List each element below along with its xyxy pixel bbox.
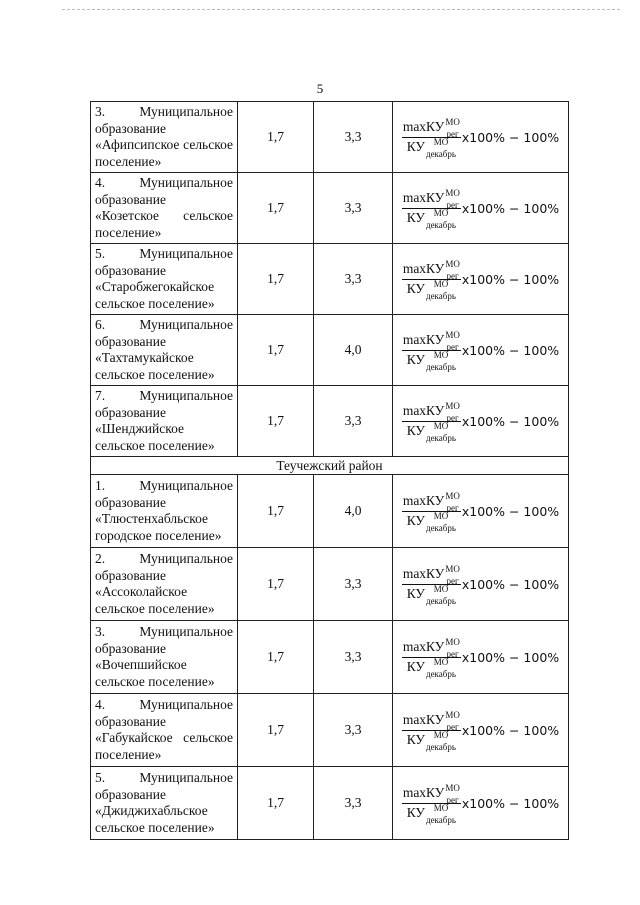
formula-cell — [393, 621, 569, 694]
denominator-subscript: декабрь — [425, 361, 456, 372]
formula-cell — [393, 548, 569, 621]
table-row — [91, 548, 569, 621]
growth-formula — [402, 710, 560, 752]
table-row — [91, 621, 569, 694]
denominator — [406, 656, 456, 679]
value-col3: 3,3 — [314, 694, 393, 767]
municipality-name: 7. Муниципальное образование «Шенджийское сельское поселение» — [91, 386, 238, 457]
denominator-indices — [425, 349, 456, 372]
denominator-main: КУ — [406, 139, 425, 154]
formula-tail: х100% − 100% — [461, 796, 560, 811]
numerator — [402, 493, 461, 512]
table-row — [91, 386, 569, 457]
numerator-subscript: рег — [446, 129, 459, 139]
numerator-superscript: МО — [445, 188, 460, 198]
numerator-superscript: МО — [445, 637, 460, 647]
numerator-main: maxКУ — [402, 493, 445, 509]
formula-cell — [393, 102, 569, 173]
denominator-subscript: декабрь — [425, 219, 456, 230]
numerator — [402, 190, 461, 209]
denominator-indices — [425, 656, 456, 679]
municipality-name: 1. Муниципальное образование «Тлюстенхабльское городское поселение» — [91, 475, 238, 548]
formula-cell — [393, 173, 569, 244]
denominator — [406, 802, 456, 825]
numerator-indices — [445, 188, 460, 210]
denominator-superscript: МО — [433, 583, 449, 594]
fraction — [402, 401, 461, 443]
value-col3: 3,3 — [314, 621, 393, 694]
district-header-row — [91, 457, 569, 475]
denominator-main: КУ — [406, 732, 425, 747]
numerator-subscript: рег — [446, 342, 459, 352]
value-col2: 1,7 — [238, 386, 314, 457]
growth-formula — [402, 401, 560, 443]
numerator-superscript: МО — [445, 330, 460, 340]
numerator-indices — [445, 117, 460, 139]
table-row — [91, 475, 569, 548]
denominator-superscript: МО — [433, 349, 449, 360]
denominator-indices — [425, 207, 456, 230]
numerator-superscript: МО — [445, 117, 460, 127]
fraction — [402, 117, 461, 159]
value-col3: 4,0 — [314, 475, 393, 548]
numerator-subscript: рег — [446, 795, 459, 805]
formula-cell — [393, 244, 569, 315]
numerator-superscript: МО — [445, 564, 460, 574]
growth-formula — [402, 491, 560, 533]
formula-tail: х100% − 100% — [461, 577, 560, 592]
numerator-main: maxКУ — [402, 403, 445, 419]
value-col2: 1,7 — [238, 621, 314, 694]
growth-formula — [402, 564, 560, 606]
value-col2: 1,7 — [238, 767, 314, 840]
numerator-indices — [445, 783, 460, 805]
fraction — [402, 564, 461, 606]
denominator-main: КУ — [406, 805, 425, 820]
denominator-superscript: МО — [433, 510, 449, 521]
denominator-subscript: декабрь — [425, 148, 456, 159]
value-col2: 1,7 — [238, 475, 314, 548]
denominator-indices — [425, 136, 456, 159]
growth-formula — [402, 637, 560, 679]
municipality-name: 3. Муниципальное образование «Афипсипское сельское поселение» — [91, 102, 238, 173]
denominator-main: КУ — [406, 210, 425, 225]
value-col2: 1,7 — [238, 548, 314, 621]
denominator-subscript: декабрь — [425, 522, 456, 533]
denominator-superscript: МО — [433, 278, 449, 289]
growth-formula — [402, 259, 560, 301]
formula-tail: х100% − 100% — [461, 414, 560, 429]
denominator-indices — [425, 510, 456, 533]
denominator-subscript: декабрь — [425, 290, 456, 301]
fraction — [402, 637, 461, 679]
numerator-superscript: МО — [445, 401, 460, 411]
numerator-main: maxКУ — [402, 261, 445, 277]
numerator-indices — [445, 330, 460, 352]
denominator-main: КУ — [406, 513, 425, 528]
denominator-main: КУ — [406, 281, 425, 296]
table-row — [91, 694, 569, 767]
denominator — [406, 729, 456, 752]
scan-top-edge — [62, 9, 620, 10]
numerator — [402, 119, 461, 138]
table-row — [91, 315, 569, 386]
numerator — [402, 785, 461, 804]
numerator-superscript: МО — [445, 259, 460, 269]
municipality-name: 5. Муниципальное образование «Джиджихабльское сельское поселение» — [91, 767, 238, 840]
numerator — [402, 712, 461, 731]
denominator-superscript: МО — [433, 802, 449, 813]
denominator-main: КУ — [406, 352, 425, 367]
denominator-main: КУ — [406, 423, 425, 438]
denominator-main: КУ — [406, 659, 425, 674]
fraction — [402, 491, 461, 533]
numerator-main: maxКУ — [402, 785, 445, 801]
value-col3: 3,3 — [314, 244, 393, 315]
formula-tail: х100% − 100% — [461, 650, 560, 665]
formula-cell — [393, 475, 569, 548]
municipality-name: 5. Муниципальное образование «Старобжегокайское сельское поселение» — [91, 244, 238, 315]
numerator-superscript: МО — [445, 783, 460, 793]
numerator-main: maxКУ — [402, 190, 445, 206]
denominator — [406, 420, 456, 443]
fraction — [402, 259, 461, 301]
numerator-indices — [445, 259, 460, 281]
denominator-subscript: декабрь — [425, 814, 456, 825]
fraction — [402, 710, 461, 752]
denominator — [406, 207, 456, 230]
table-row — [91, 173, 569, 244]
formula-tail: х100% − 100% — [461, 723, 560, 738]
numerator-main: maxКУ — [402, 566, 445, 582]
numerator-subscript: рег — [446, 576, 459, 586]
denominator-main: КУ — [406, 586, 425, 601]
numerator-subscript: рег — [446, 503, 459, 513]
denominator-subscript: декабрь — [425, 595, 456, 606]
value-col2: 1,7 — [238, 315, 314, 386]
denominator — [406, 583, 456, 606]
fraction — [402, 188, 461, 230]
numerator-main: maxКУ — [402, 332, 445, 348]
formula-tail: х100% − 100% — [461, 201, 560, 216]
denominator — [406, 349, 456, 372]
numerator — [402, 332, 461, 351]
fraction — [402, 330, 461, 372]
numerator-subscript: рег — [446, 649, 459, 659]
numerator-subscript: рег — [446, 722, 459, 732]
numerator-main: maxКУ — [402, 119, 445, 135]
numerator — [402, 403, 461, 422]
formula-cell — [393, 694, 569, 767]
municipality-name: 2. Муниципальное образование «Ассоколайское сельское поселение» — [91, 548, 238, 621]
value-col3: 3,3 — [314, 173, 393, 244]
numerator-superscript: МО — [445, 491, 460, 501]
municipality-name: 4. Муниципальное образование «Габукайское сельское поселение» — [91, 694, 238, 767]
numerator-indices — [445, 637, 460, 659]
numerator-indices — [445, 564, 460, 586]
fraction — [402, 783, 461, 825]
denominator-indices — [425, 583, 456, 606]
table-row — [91, 767, 569, 840]
value-col2: 1,7 — [238, 102, 314, 173]
numerator — [402, 639, 461, 658]
denominator-subscript: декабрь — [425, 432, 456, 443]
value-col2: 1,7 — [238, 173, 314, 244]
value-col3: 3,3 — [314, 102, 393, 173]
denominator — [406, 278, 456, 301]
denominator-superscript: МО — [433, 207, 449, 218]
formula-tail: х100% − 100% — [461, 343, 560, 358]
table-row — [91, 102, 569, 173]
denominator — [406, 136, 456, 159]
formula-cell — [393, 767, 569, 840]
table-row — [91, 244, 569, 315]
denominator-indices — [425, 420, 456, 443]
numerator-indices — [445, 491, 460, 513]
page-number: 5 — [316, 81, 324, 96]
value-col3: 3,3 — [314, 548, 393, 621]
denominator-superscript: МО — [433, 729, 449, 740]
denominator-superscript: МО — [433, 656, 449, 667]
numerator-subscript: рег — [446, 271, 459, 281]
growth-formula — [402, 330, 560, 372]
denominator-indices — [425, 729, 456, 752]
formula-tail: х100% − 100% — [461, 504, 560, 519]
municipality-name: 4. Муниципальное образование «Козетское сельское поселение» — [91, 173, 238, 244]
numerator-indices — [445, 710, 460, 732]
value-col2: 1,7 — [238, 694, 314, 767]
formula-tail: х100% − 100% — [461, 272, 560, 287]
denominator-superscript: МО — [433, 136, 449, 147]
denominator-superscript: МО — [433, 420, 449, 431]
numerator-superscript: МО — [445, 710, 460, 720]
value-col2: 1,7 — [238, 244, 314, 315]
formula-cell — [393, 386, 569, 457]
numerator — [402, 566, 461, 585]
growth-formula — [402, 783, 560, 825]
tariff-table — [90, 101, 569, 840]
value-col3: 3,3 — [314, 386, 393, 457]
numerator-main: maxКУ — [402, 639, 445, 655]
municipality-name: 6. Муниципальное образование «Тахтамукайское сельское поселение» — [91, 315, 238, 386]
denominator-indices — [425, 802, 456, 825]
denominator-subscript: декабрь — [425, 668, 456, 679]
denominator-indices — [425, 278, 456, 301]
formula-cell — [393, 315, 569, 386]
district-name: Теучежский район — [91, 457, 569, 475]
numerator-subscript: рег — [446, 200, 459, 210]
numerator — [402, 261, 461, 280]
growth-formula — [402, 188, 560, 230]
denominator — [406, 510, 456, 533]
numerator-indices — [445, 401, 460, 423]
numerator-subscript: рег — [446, 413, 459, 423]
value-col3: 3,3 — [314, 767, 393, 840]
numerator-main: maxКУ — [402, 712, 445, 728]
growth-formula — [402, 117, 560, 159]
value-col3: 4,0 — [314, 315, 393, 386]
denominator-subscript: декабрь — [425, 741, 456, 752]
municipality-name: 3. Муниципальное образование «Вочепшийское сельское поселение» — [91, 621, 238, 694]
formula-tail: х100% − 100% — [461, 130, 560, 145]
